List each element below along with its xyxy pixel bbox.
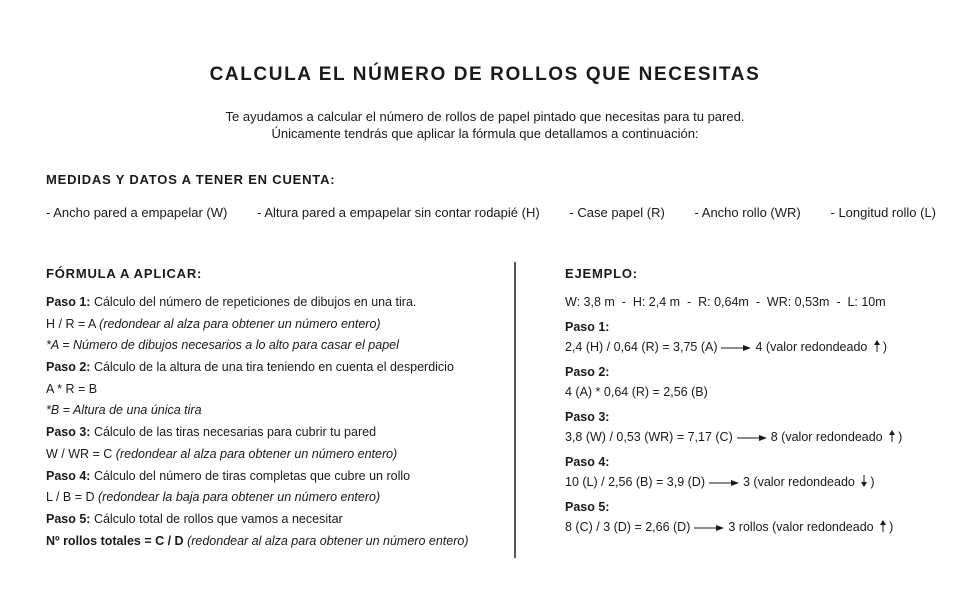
example-step-title: Paso 3: [565,410,610,424]
formula-italic: *B = Altura de una única tira [46,403,202,418]
example-step-formula: 8 (C) / 3 (D) = 2,66 (D) [565,520,691,534]
formula-bold: Paso 3: [46,425,91,440]
formula-line [46,381,496,403]
arrow-up-icon [888,430,896,442]
formula-text: Cálculo del número de repeticiones de dibujos en una tira. [90,295,417,309]
formula-line [46,533,496,555]
example-step-title: Paso 5: [565,500,610,514]
formula-text: W / WR = C [46,446,116,461]
formula-line [46,489,496,511]
arrow-down-icon [860,475,868,487]
arrow-up-icon [873,340,881,352]
example-step-result: 3 rollos (valor redondeado [728,520,878,534]
arrow-up-icon [879,520,887,532]
formula-list [46,294,496,554]
formula-text: Cálculo de las tiras necesarias para cubrir tu pared [90,425,377,440]
example-step-result: 3 (valor redondeado [742,475,859,489]
intro-line: Te ayudamos a calcular el número de rollos de papel pintado que necesitas para tu pared. [225,109,745,124]
formula-text: Cálculo total de rollos que vamos a necesitar [90,511,343,526]
formula-line [46,402,496,424]
measures-list [46,205,936,220]
formula-italic: *A = Número de dibujos necesarios a lo alto para casar el papel [46,338,399,353]
example-heading: EJEMPLO: [565,266,638,281]
page-title: CALCULA EL NÚMERO DE ROLLOS QUE NECESITAS [209,64,761,85]
formula-bold: Paso 5: [46,511,91,526]
example-step-result: 4 (valor redondeado [755,340,871,354]
measure-item: - Altura pared a empapelar sin contar rodapié (H) [257,205,540,220]
example-step-formula: 3,8 (W) / 0,53 (WR) = 7,17 (C) [565,430,733,444]
arrow-right-icon [721,343,751,353]
closing-paren: ) [870,475,875,489]
formula-text: L / B = D [46,490,98,505]
arrow-right-icon [709,478,739,488]
closing-paren: ) [898,430,903,444]
formula-line [46,468,496,490]
measure-item: - Ancho rollo (WR) [694,205,801,220]
example-values: W: 3,8 m - H: 2,4 m - R: 0,64m - WR: 0,53m - L: 10m [565,295,886,309]
intro-line: Únicamente tendrás que aplicar la fórmula que detallamos a continuación: [271,126,699,141]
measure-item: - Ancho pared a empapelar (W) [46,205,228,220]
example-step-formula: 2,4 (H) / 0,64 (R) = 3,75 (A) [565,340,718,354]
example-step-formula: 10 (L) / 2,56 (B) = 3,9 (D) [565,475,705,489]
arrow-right-icon [694,523,724,533]
formula-text: Cálculo del número de tiras completas que cubre un rollo [90,468,411,483]
example-step-calc [565,474,945,490]
formula-text: Cálculo de la altura de una tira teniendo en cuenta el desperdicio [90,360,454,375]
example-step-calc [565,339,945,355]
formula-text: H / R = A [46,316,100,331]
formula-italic: (redondear al alza para obtener un número entero) [187,533,469,548]
example-step-formula: 4 (A) * 0,64 (R) = 2,56 (B) [565,385,708,399]
example-step-calc [565,519,945,535]
example-block [565,294,945,535]
column-divider [514,262,516,558]
example-step-result: 8 (valor redondeado [770,430,887,444]
example-step-title: Paso 2: [565,365,610,379]
formula-italic: (redondear al alza para obtener un número entero) [99,316,381,331]
formula-bold: Paso 1: [46,295,91,309]
formula-line [46,511,496,533]
example-step-title: Paso 1: [565,320,610,334]
example-step-title: Paso 4: [565,455,610,469]
formula-line [46,337,496,359]
intro-text [0,108,970,142]
formula-italic: (redondear al alza para obtener un número entero) [115,446,398,461]
arrow-right-icon [737,433,767,443]
formula-bold: Nº rollos totales = C / D [46,533,188,548]
formula-italic: (redondear la baja para obtener un número entero) [98,490,381,505]
formula-line [46,446,496,468]
closing-paren: ) [889,520,894,534]
formula-line [46,424,496,446]
formula-bold: Paso 4: [46,468,91,483]
formula-heading: FÓRMULA A APLICAR: [46,266,203,281]
example-step-calc [565,429,945,445]
measures-heading: MEDIDAS Y DATOS A TENER EN CUENTA: [46,172,336,187]
formula-bold: Paso 2: [46,360,91,375]
closing-paren: ) [882,340,888,354]
measure-item: - Longitud rollo (L) [830,205,936,220]
formula-text: A * R = B [46,381,98,396]
example-step-calc [565,384,945,400]
formula-line [46,359,496,381]
formula-line [46,294,496,316]
measure-item: - Case papel (R) [569,205,665,220]
formula-line [46,316,496,338]
